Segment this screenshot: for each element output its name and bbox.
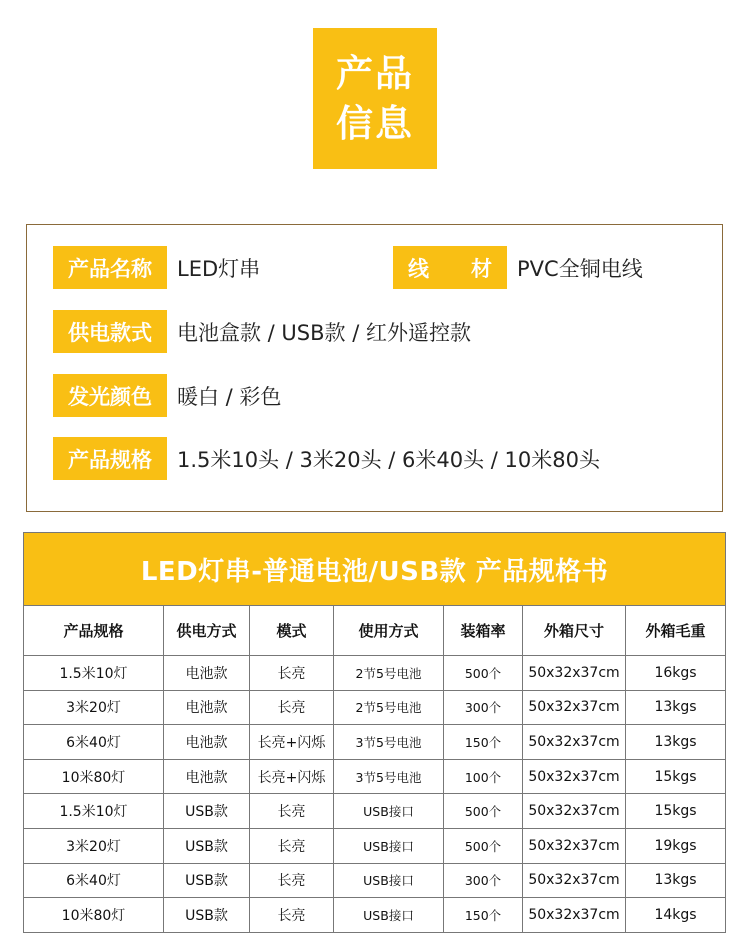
cell-mode: 长亮 [250,794,334,829]
cell-carton-size: 50x32x37cm [523,863,626,898]
spec-table [23,532,726,933]
cell-pack-qty: 100个 [444,759,523,794]
cell-gross-weight: 16kgs [626,656,726,691]
cell-usage: USB接口 [334,863,444,898]
cell-carton-size: 50x32x37cm [523,794,626,829]
cell-mode: 长亮 [250,690,334,725]
cell-gross-weight: 19kgs [626,828,726,863]
spec-table-body [24,656,726,933]
badge-line-2: 信息 [336,101,414,145]
column-header: 供电方式 [164,606,250,656]
info-value: PVC全铜电线 [517,256,643,281]
table-row [24,794,726,829]
product-info-box [26,224,723,512]
cell-spec: 6米40灯 [24,725,164,760]
table-row [24,759,726,794]
cell-pack-qty: 300个 [444,863,523,898]
cell-mode: 长亮 [250,863,334,898]
cell-spec: 1.5米10灯 [24,656,164,691]
info-row-light-color [53,374,281,417]
cell-power: USB款 [164,828,250,863]
spec-table-header-row [24,606,726,656]
cell-power: 电池款 [164,656,250,691]
cell-spec: 6米40灯 [24,863,164,898]
cell-gross-weight: 15kgs [626,759,726,794]
cell-mode: 长亮+闪烁 [250,759,334,794]
info-label: 产品名称 [53,246,167,289]
column-header: 产品规格 [24,606,164,656]
cell-carton-size: 50x32x37cm [523,690,626,725]
cell-usage: 2节5号电池 [334,656,444,691]
cell-mode: 长亮+闪烁 [250,725,334,760]
cell-usage: 3节5号电池 [334,759,444,794]
info-value: 电池盒款 / USB款 / 红外遥控款 [177,320,471,345]
cell-power: 电池款 [164,725,250,760]
info-row-power-type [53,310,471,353]
cell-mode: 长亮 [250,898,334,933]
cell-carton-size: 50x32x37cm [523,656,626,691]
info-label: 供电款式 [53,310,167,353]
table-row [24,656,726,691]
cell-pack-qty: 150个 [444,725,523,760]
cell-gross-weight: 14kgs [626,898,726,933]
badge-line-1: 产品 [336,51,414,95]
cell-power: 电池款 [164,759,250,794]
cell-pack-qty: 500个 [444,794,523,829]
cell-carton-size: 50x32x37cm [523,759,626,794]
cell-usage: USB接口 [334,898,444,933]
table-row [24,725,726,760]
cell-carton-size: 50x32x37cm [523,725,626,760]
info-row-wire-material [393,246,643,289]
cell-gross-weight: 15kgs [626,794,726,829]
cell-usage: USB接口 [334,794,444,829]
column-header: 使用方式 [334,606,444,656]
info-row-product-spec [53,437,600,480]
table-row [24,898,726,933]
cell-power: USB款 [164,898,250,933]
cell-carton-size: 50x32x37cm [523,898,626,933]
table-row [24,690,726,725]
info-value: 暖白 / 彩色 [177,384,282,409]
info-label: 线 材 [393,246,507,289]
cell-pack-qty: 300个 [444,690,523,725]
cell-pack-qty: 150个 [444,898,523,933]
cell-pack-qty: 500个 [444,828,523,863]
cell-spec: 10米80灯 [24,898,164,933]
product-info-badge [313,28,437,169]
info-label: 产品规格 [53,437,167,480]
column-header: 装箱率 [444,606,523,656]
cell-mode: 长亮 [250,828,334,863]
cell-power: USB款 [164,863,250,898]
cell-spec: 1.5米10灯 [24,794,164,829]
cell-spec: 3米20灯 [24,690,164,725]
info-row-product-name [53,246,260,289]
table-row [24,863,726,898]
info-value: 1.5米10头 / 3米20头 / 6米40头 / 10米80头 [177,447,601,472]
info-label: 发光颜色 [53,374,167,417]
cell-gross-weight: 13kgs [626,690,726,725]
cell-carton-size: 50x32x37cm [523,828,626,863]
column-header: 外箱毛重 [626,606,726,656]
cell-spec: 10米80灯 [24,759,164,794]
column-header: 模式 [250,606,334,656]
cell-mode: 长亮 [250,656,334,691]
cell-spec: 3米20灯 [24,828,164,863]
cell-usage: USB接口 [334,828,444,863]
cell-gross-weight: 13kgs [626,863,726,898]
spec-table-title: LED灯串-普通电池/USB款 产品规格书 [24,533,726,606]
cell-power: 电池款 [164,690,250,725]
column-header: 外箱尺寸 [523,606,626,656]
cell-usage: 2节5号电池 [334,690,444,725]
cell-gross-weight: 13kgs [626,725,726,760]
cell-pack-qty: 500个 [444,656,523,691]
cell-usage: 3节5号电池 [334,725,444,760]
table-row [24,828,726,863]
cell-power: USB款 [164,794,250,829]
info-value: LED灯串 [177,256,261,281]
